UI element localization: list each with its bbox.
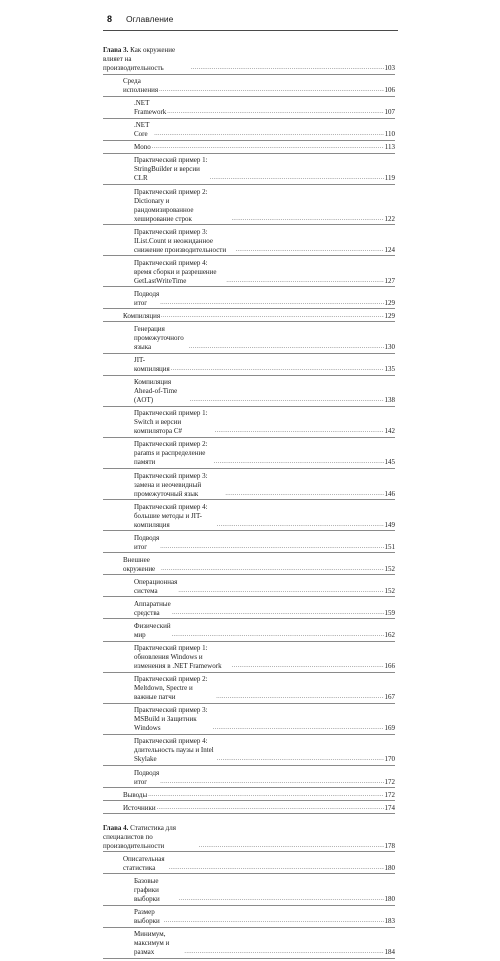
toc-subsection-entry-title: .NET Core xyxy=(134,121,150,139)
dot-leader xyxy=(178,587,383,596)
toc-chapter-entry-title xyxy=(103,824,198,851)
toc-subsection-entry[interactable] xyxy=(103,737,395,766)
toc-subsection-entry-title: Практический пример 4: длительность паузы и Intel Skylake xyxy=(134,737,214,764)
toc-subsection-entry-page-number: 127 xyxy=(384,276,395,285)
dot-leader xyxy=(232,662,384,671)
toc-subsection-entry-page-number: 119 xyxy=(384,174,395,183)
dot-leader xyxy=(232,215,384,224)
toc-subsection-entry-title: Подводя итог xyxy=(134,289,160,307)
dot-leader xyxy=(184,948,383,957)
chapter-gap xyxy=(103,817,395,824)
dot-leader xyxy=(160,543,383,552)
dot-leader xyxy=(164,917,384,926)
toc-subsection-entry[interactable] xyxy=(103,503,395,532)
toc-subsection-entry-title: Практический пример 3: IList.Count и неожиданное снижение производительности xyxy=(134,227,227,254)
chapter-label: Глава 4. xyxy=(103,823,129,832)
dot-leader xyxy=(216,693,383,702)
toc-subsection-entry-title: Подводя итог xyxy=(134,768,160,786)
toc-subsection-entry[interactable] xyxy=(103,228,395,257)
toc-subsection-entry-page-number: 142 xyxy=(384,427,395,436)
toc-subsection-entry[interactable] xyxy=(103,644,395,673)
toc-subsection-entry[interactable] xyxy=(103,440,395,469)
dot-leader xyxy=(161,312,383,321)
toc-subsection-entry[interactable] xyxy=(103,325,395,354)
dot-leader xyxy=(189,343,384,352)
dot-leader xyxy=(213,724,384,733)
toc-chapter-entry-title xyxy=(103,46,190,73)
toc-section-entry-page-number: 106 xyxy=(384,86,395,95)
table-of-contents xyxy=(103,46,395,961)
dot-leader xyxy=(191,64,384,73)
chapter-title-text: Как окружение влияет на производительность xyxy=(103,46,176,72)
dot-leader xyxy=(225,490,383,499)
dot-leader xyxy=(179,895,383,904)
page-header xyxy=(103,10,398,31)
toc-subsection-entry[interactable] xyxy=(103,121,395,141)
toc-subsection-entry-page-number: 110 xyxy=(384,130,395,139)
toc-subsection-entry[interactable] xyxy=(103,356,395,376)
dot-leader xyxy=(160,299,383,308)
toc-subsection-entry-page-number: 129 xyxy=(384,298,395,307)
toc-section-entry-page-number: 180 xyxy=(384,863,395,872)
toc-subsection-entry-page-number: 138 xyxy=(384,396,395,405)
toc-section-entry[interactable] xyxy=(103,556,395,576)
toc-section-entry[interactable] xyxy=(103,791,395,802)
toc-subsection-entry-title: JIT-компиляция xyxy=(134,356,170,374)
toc-section-entry-title: Описательная статистика xyxy=(123,854,165,872)
dot-leader xyxy=(167,108,383,117)
dot-leader xyxy=(236,246,384,255)
toc-subsection-entry-page-number: 183 xyxy=(384,917,395,926)
dot-leader xyxy=(217,521,384,530)
dot-leader xyxy=(215,427,384,436)
toc-subsection-entry[interactable] xyxy=(103,472,395,501)
toc-subsection-entry[interactable] xyxy=(103,706,395,735)
toc-subsection-entry-page-number: 107 xyxy=(384,108,395,117)
toc-subsection-entry[interactable] xyxy=(103,378,395,407)
dot-leader xyxy=(210,174,384,183)
toc-chapter-entry-page-number: 178 xyxy=(384,841,395,850)
toc-section-entry-title: Компиляция xyxy=(123,311,161,320)
toc-subsection-entry[interactable] xyxy=(103,143,395,154)
toc-section-entry-title: Источники xyxy=(123,803,156,812)
toc-section-entry[interactable] xyxy=(103,77,395,97)
toc-subsection-entry-page-number: 159 xyxy=(384,608,395,617)
toc-subsection-entry[interactable] xyxy=(103,578,395,598)
running-title: Оглавление xyxy=(126,14,174,24)
toc-subsection-entry-page-number: 146 xyxy=(384,489,395,498)
toc-subsection-entry-page-number: 152 xyxy=(384,586,395,595)
toc-subsection-entry-title: Аппаратные средства xyxy=(134,599,171,617)
toc-subsection-entry[interactable] xyxy=(103,769,395,789)
toc-subsection-entry-page-number: 135 xyxy=(384,365,395,374)
dot-leader xyxy=(226,277,383,286)
toc-section-entry[interactable] xyxy=(103,855,395,875)
toc-section-entry[interactable] xyxy=(103,804,395,815)
toc-subsection-entry-page-number: 172 xyxy=(384,777,395,786)
toc-subsection-entry-title: Подводя итог xyxy=(134,533,160,551)
dot-leader xyxy=(157,804,384,813)
toc-subsection-entry-page-number: 149 xyxy=(384,520,395,529)
dot-leader xyxy=(161,565,383,574)
toc-subsection-entry[interactable] xyxy=(103,259,395,288)
dot-leader xyxy=(172,631,384,640)
toc-subsection-entry[interactable] xyxy=(103,188,395,226)
toc-section-entry-title: Внешнее окружение xyxy=(123,555,156,573)
dot-leader xyxy=(190,396,384,405)
dot-leader xyxy=(169,864,384,873)
toc-subsection-entry-title: Операционная система xyxy=(134,577,178,595)
toc-subsection-entry-title: Практический пример 2: Dictionary и рандомизированное хеширование строк xyxy=(134,187,208,223)
toc-section-entry[interactable] xyxy=(103,312,395,323)
toc-subsection-entry-title: Генерация промежуточного языка xyxy=(134,325,184,352)
toc-subsection-entry[interactable] xyxy=(103,622,395,642)
toc-subsection-entry[interactable] xyxy=(103,409,395,438)
dot-leader xyxy=(217,755,384,764)
toc-subsection-entry[interactable] xyxy=(103,877,395,906)
toc-subsection-entry-page-number: 167 xyxy=(384,693,395,702)
toc-subsection-entry-title: .NET Framework xyxy=(134,99,167,117)
toc-chapter-entry[interactable] xyxy=(103,824,395,853)
dot-leader xyxy=(214,458,384,467)
toc-subsection-entry-title: Физический мир xyxy=(134,622,171,640)
toc-subsection-entry-title: Практический пример 1: обновления Windows и изменения в .NET Framework xyxy=(134,644,222,671)
toc-subsection-entry-page-number: 169 xyxy=(384,724,395,733)
dot-leader xyxy=(199,842,384,851)
toc-chapter-entry[interactable] xyxy=(103,46,395,75)
toc-subsection-entry-title: Практический пример 4: время сборки и разрешение GetLastWriteTime xyxy=(134,258,217,285)
toc-subsection-entry-page-number: 170 xyxy=(384,755,395,764)
toc-subsection-entry-page-number: 180 xyxy=(384,895,395,903)
toc-subsection-entry[interactable] xyxy=(103,930,395,959)
dot-leader xyxy=(160,778,383,787)
toc-subsection-entry-page-number: 113 xyxy=(384,143,395,152)
toc-subsection-entry[interactable] xyxy=(103,600,395,620)
toc-section-entry-page-number: 129 xyxy=(384,311,395,320)
toc-subsection-entry-page-number: 162 xyxy=(384,631,395,640)
toc-section-entry-page-number: 152 xyxy=(384,564,395,573)
dot-leader xyxy=(154,130,384,139)
toc-chapter-entry-page-number: 103 xyxy=(384,64,395,72)
toc-subsection-entry[interactable] xyxy=(103,908,395,928)
dot-leader xyxy=(159,86,383,95)
toc-subsection-entry-title: Практический пример 1: Switch и версии компилятора C# xyxy=(134,409,208,436)
chapter-title-text: Статистика для специалистов по производительности xyxy=(103,823,176,850)
toc-subsection-entry-page-number: 145 xyxy=(384,458,395,467)
toc-subsection-entry-page-number: 124 xyxy=(384,245,395,254)
toc-subsection-entry-page-number: 122 xyxy=(384,214,395,223)
toc-section-entry-page-number: 172 xyxy=(384,790,395,799)
toc-subsection-entry-title: Компиляция Ahead-of-Time (AOT) xyxy=(134,378,178,405)
dot-leader xyxy=(152,143,384,152)
toc-subsection-entry-title: Практический пример 4: большие методы и JIT-компиляция xyxy=(134,502,208,529)
toc-subsection-entry[interactable] xyxy=(103,290,395,310)
toc-subsection-entry-title: Практический пример 3: MSBuild и Защитник Windows xyxy=(134,706,208,733)
toc-subsection-entry-title: Практический пример 3: замена и неочевидный промежуточный язык xyxy=(134,471,208,498)
toc-subsection-entry-title: Размер выборки xyxy=(134,908,160,926)
toc-subsection-entry[interactable] xyxy=(103,156,395,185)
chapter-label: Глава 3. xyxy=(103,46,129,54)
toc-subsection-entry-page-number: 130 xyxy=(384,343,395,352)
toc-subsection-entry-page-number: 184 xyxy=(384,948,395,957)
toc-subsection-entry-title: Практический пример 2: params и распределение памяти xyxy=(134,440,208,467)
dot-leader xyxy=(148,791,383,800)
toc-subsection-entry-title: Mono xyxy=(134,143,151,152)
toc-subsection-entry-page-number: 166 xyxy=(384,662,395,671)
dot-leader xyxy=(172,609,383,618)
toc-subsection-entry-title: Практический пример 1: StringBuilder и версии CLR xyxy=(134,156,208,183)
dot-leader xyxy=(171,365,384,374)
page-number: 8 xyxy=(107,14,113,24)
toc-subsection-entry-title: Минимум, максимум и размах xyxy=(134,930,170,957)
toc-section-entry-title: Среда исполнения xyxy=(123,77,159,95)
toc-subsection-entry[interactable] xyxy=(103,534,395,554)
toc-subsection-entry-page-number: 151 xyxy=(384,542,395,551)
toc-section-entry-page-number: 174 xyxy=(384,803,395,812)
toc-subsection-entry[interactable] xyxy=(103,675,395,704)
toc-subsection-entry-title: Практический пример 2: Meltdown, Spectre и важные патчи xyxy=(134,675,208,702)
toc-section-entry-title: Выводы xyxy=(123,790,148,799)
toc-subsection-entry[interactable] xyxy=(103,99,395,119)
toc-subsection-entry-title: Базовые графики выборки xyxy=(134,877,160,903)
